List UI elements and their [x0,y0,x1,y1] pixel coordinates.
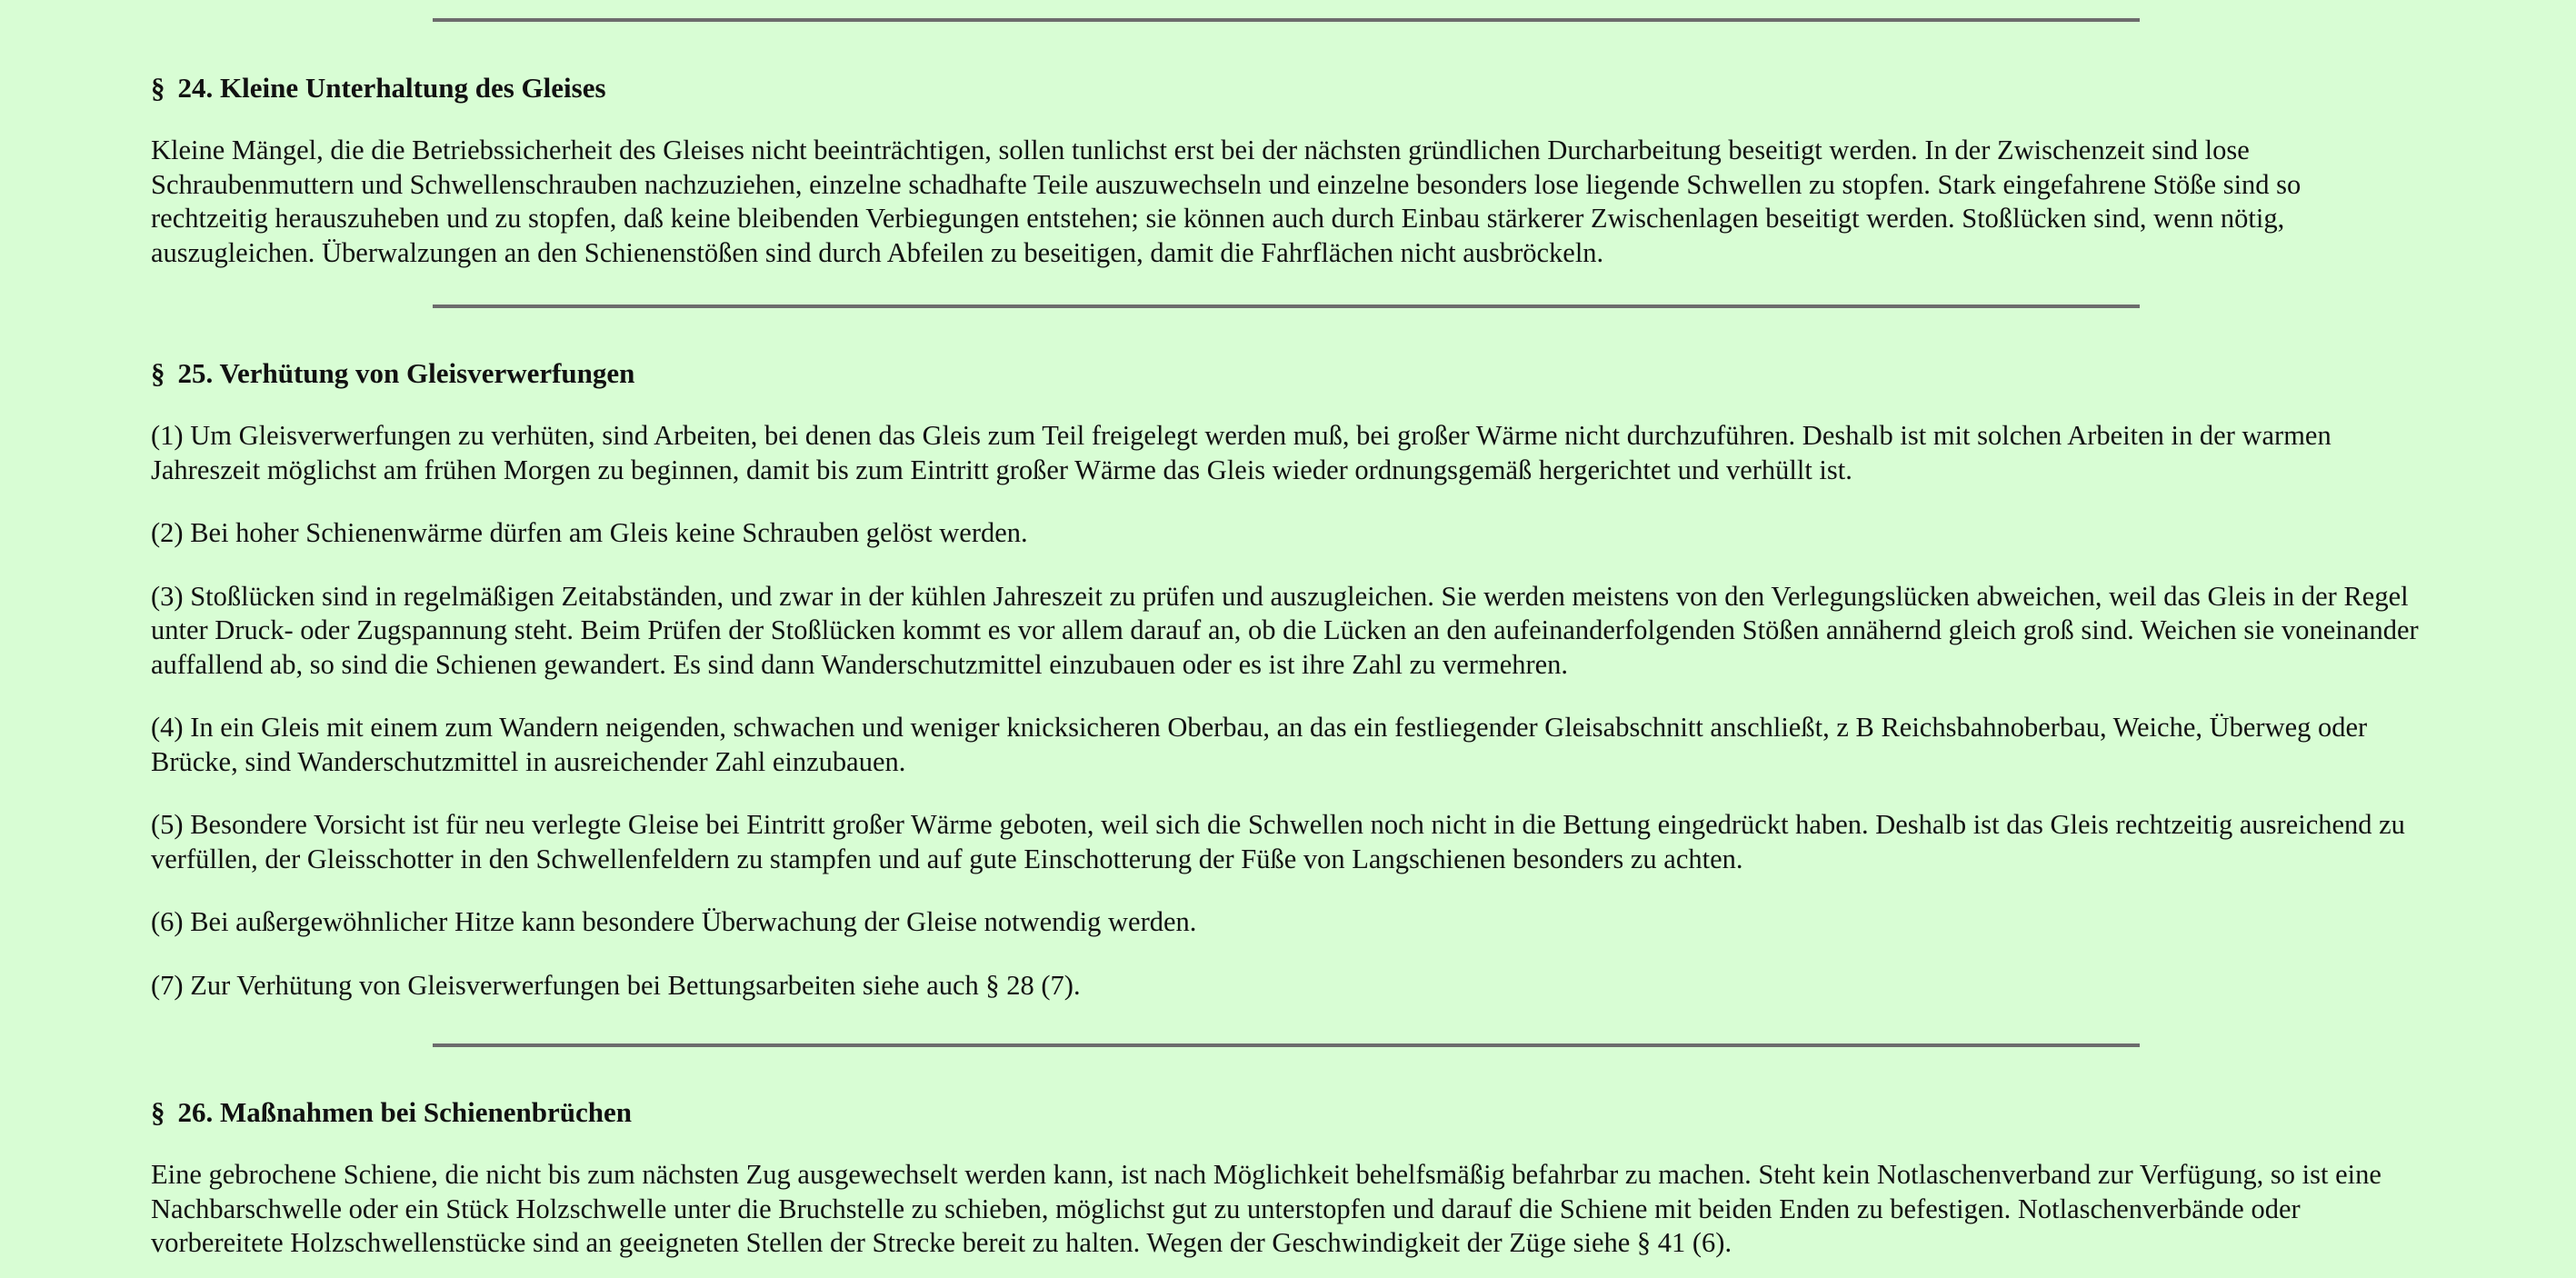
section-paragraph: (1) Um Gleisverwerfungen zu verhüten, sind Arbeiten, bei denen das Gleis zum Teil freigelegt werden muß, bei großer Wärme nicht durchzuführen. Deshalb ist mit solchen Arbeiten in der warmen Jahreszeit möglichst am frühen Morgen zu beginnen, damit bis zum Eintritt großer Wärme das Gleis wieder ordnungsgemäß hergerichtet und verhüllt ist. [151,420,2331,485]
section-paragraph: (6) Bei außergewöhnlicher Hitze kann besondere Überwachung der Gleise notwendig werden. [151,906,1197,937]
section-title: 24. Kleine Unterhaltung des Gleises [177,72,606,104]
section-divider [433,305,2140,308]
paragraph-symbol: § [151,1096,165,1128]
section-paragraph: (4) In ein Gleis mit einem zum Wandern neigenden, schwachen und weniger knicksicheren Oberbau, an das ein festliegender Gleisabschnitt anschließt, z B Reichsbahnoberbau, Weiche, Überweg oder Brücke, sind Wanderschutzmittel in ausreichender Zahl einzubauen. [151,712,2368,777]
section-paragraph: (7) Zur Verhütung von Gleisverwerfungen bei Bettungsarbeiten siehe auch § 28 (7). [151,969,1081,1001]
section-heading [151,356,2423,391]
section-paragraph: Eine gebrochene Schiene, die nicht bis zum nächsten Zug ausgewechselt werden kann, ist nach Möglichkeit behelfsmäßig befahrbar zu machen. Steht kein Notlaschenverband zur Verfügung, so ist eine Nachbarschwelle oder ein Stück Holzschwelle unter die Bruchstelle zu schieben, möglichst gut zu unterstopfen und darauf die Schiene mit beiden Enden zu befestigen. Notlaschenverbände oder vorbereitete Holzschwellenstücke sind an geeigneten Stellen der Strecke bereit zu halten. Wegen der Geschwindigkeit der Züge siehe § 41 (6). [151,1159,2381,1258]
section-divider [433,18,2140,22]
paragraph-symbol: § [151,72,165,104]
paragraph-symbol: § [151,357,165,389]
section-paragraph: Kleine Mängel, die die Betriebssicherheit des Gleises nicht beeinträchtigen, sollen tunlichst erst bei der nächsten gründlichen Durcharbeitung beseitigt werden. In der Zwischenzeit sind lose Schraubenmuttern und Schwellenschrauben nachzuziehen, einzelne schadhafte Teile auszuwechseln und einzelne besonders lose liegende Schwellen zu stopfen. Stark eingefahrene Stöße sind so rechtzeitig herauszuheben und zu stopfen, daß keine bleibenden Verbiegungen entstehen; sie können auch durch Einbau stärkerer Zwischenlagen beseitigt werden. Stoßlücken sind, wenn nötig, auszugleichen. Überwalzungen an den Schienenstößen sind durch Abfeilen zu beseitigen, damit die Fahrflächen nicht ausbröckeln. [151,135,2301,268]
section-25 [151,356,2423,1032]
section-26 [151,1095,2423,1278]
section-title: 26. Maßnahmen bei Schienenbrüchen [177,1096,633,1128]
section-24 [151,71,2423,299]
section-paragraph: (2) Bei hoher Schienenwärme dürfen am Gleis keine Schrauben gelöst werden. [151,517,1028,548]
section-heading [151,1095,2423,1130]
section-divider [433,1043,2140,1047]
section-paragraph: (3) Stoßlücken sind in regelmäßigen Zeitabständen, und zwar in der kühlen Jahreszeit zu prüfen und auszugleichen. Sie werden meistens von den Verlegungslücken abweichen, weil das Gleis in der Regel unter Druck- oder Zugspannung steht. Beim Prüfen der Stoßlücken kommt es vor allem darauf an, ob die Lücken an den aufeinanderfolgenden Stößen annähernd gleich groß sind. Weichen sie voneinander auffallend ab, so sind die Schienen gewandert. Es sind dann Wanderschutzmittel einzubauen oder es ist ihre Zahl zu vermehren. [151,580,2419,680]
section-paragraph: (5) Besondere Vorsicht ist für neu verlegte Gleise bei Eintritt großer Wärme geboten, weil sich die Schwellen noch nicht in die Bettung eingedrückt haben. Deshalb ist das Gleis rechtzeitig ausreichend zu verfüllen, der Gleisschotter in den Schwellenfeldern zu stampfen und auf gute Einschotterung der Füße von Langschienen besonders zu achten. [151,809,2405,874]
section-title: 25. Verhütung von Gleisverwerfungen [177,357,635,389]
section-heading [151,71,2423,105]
